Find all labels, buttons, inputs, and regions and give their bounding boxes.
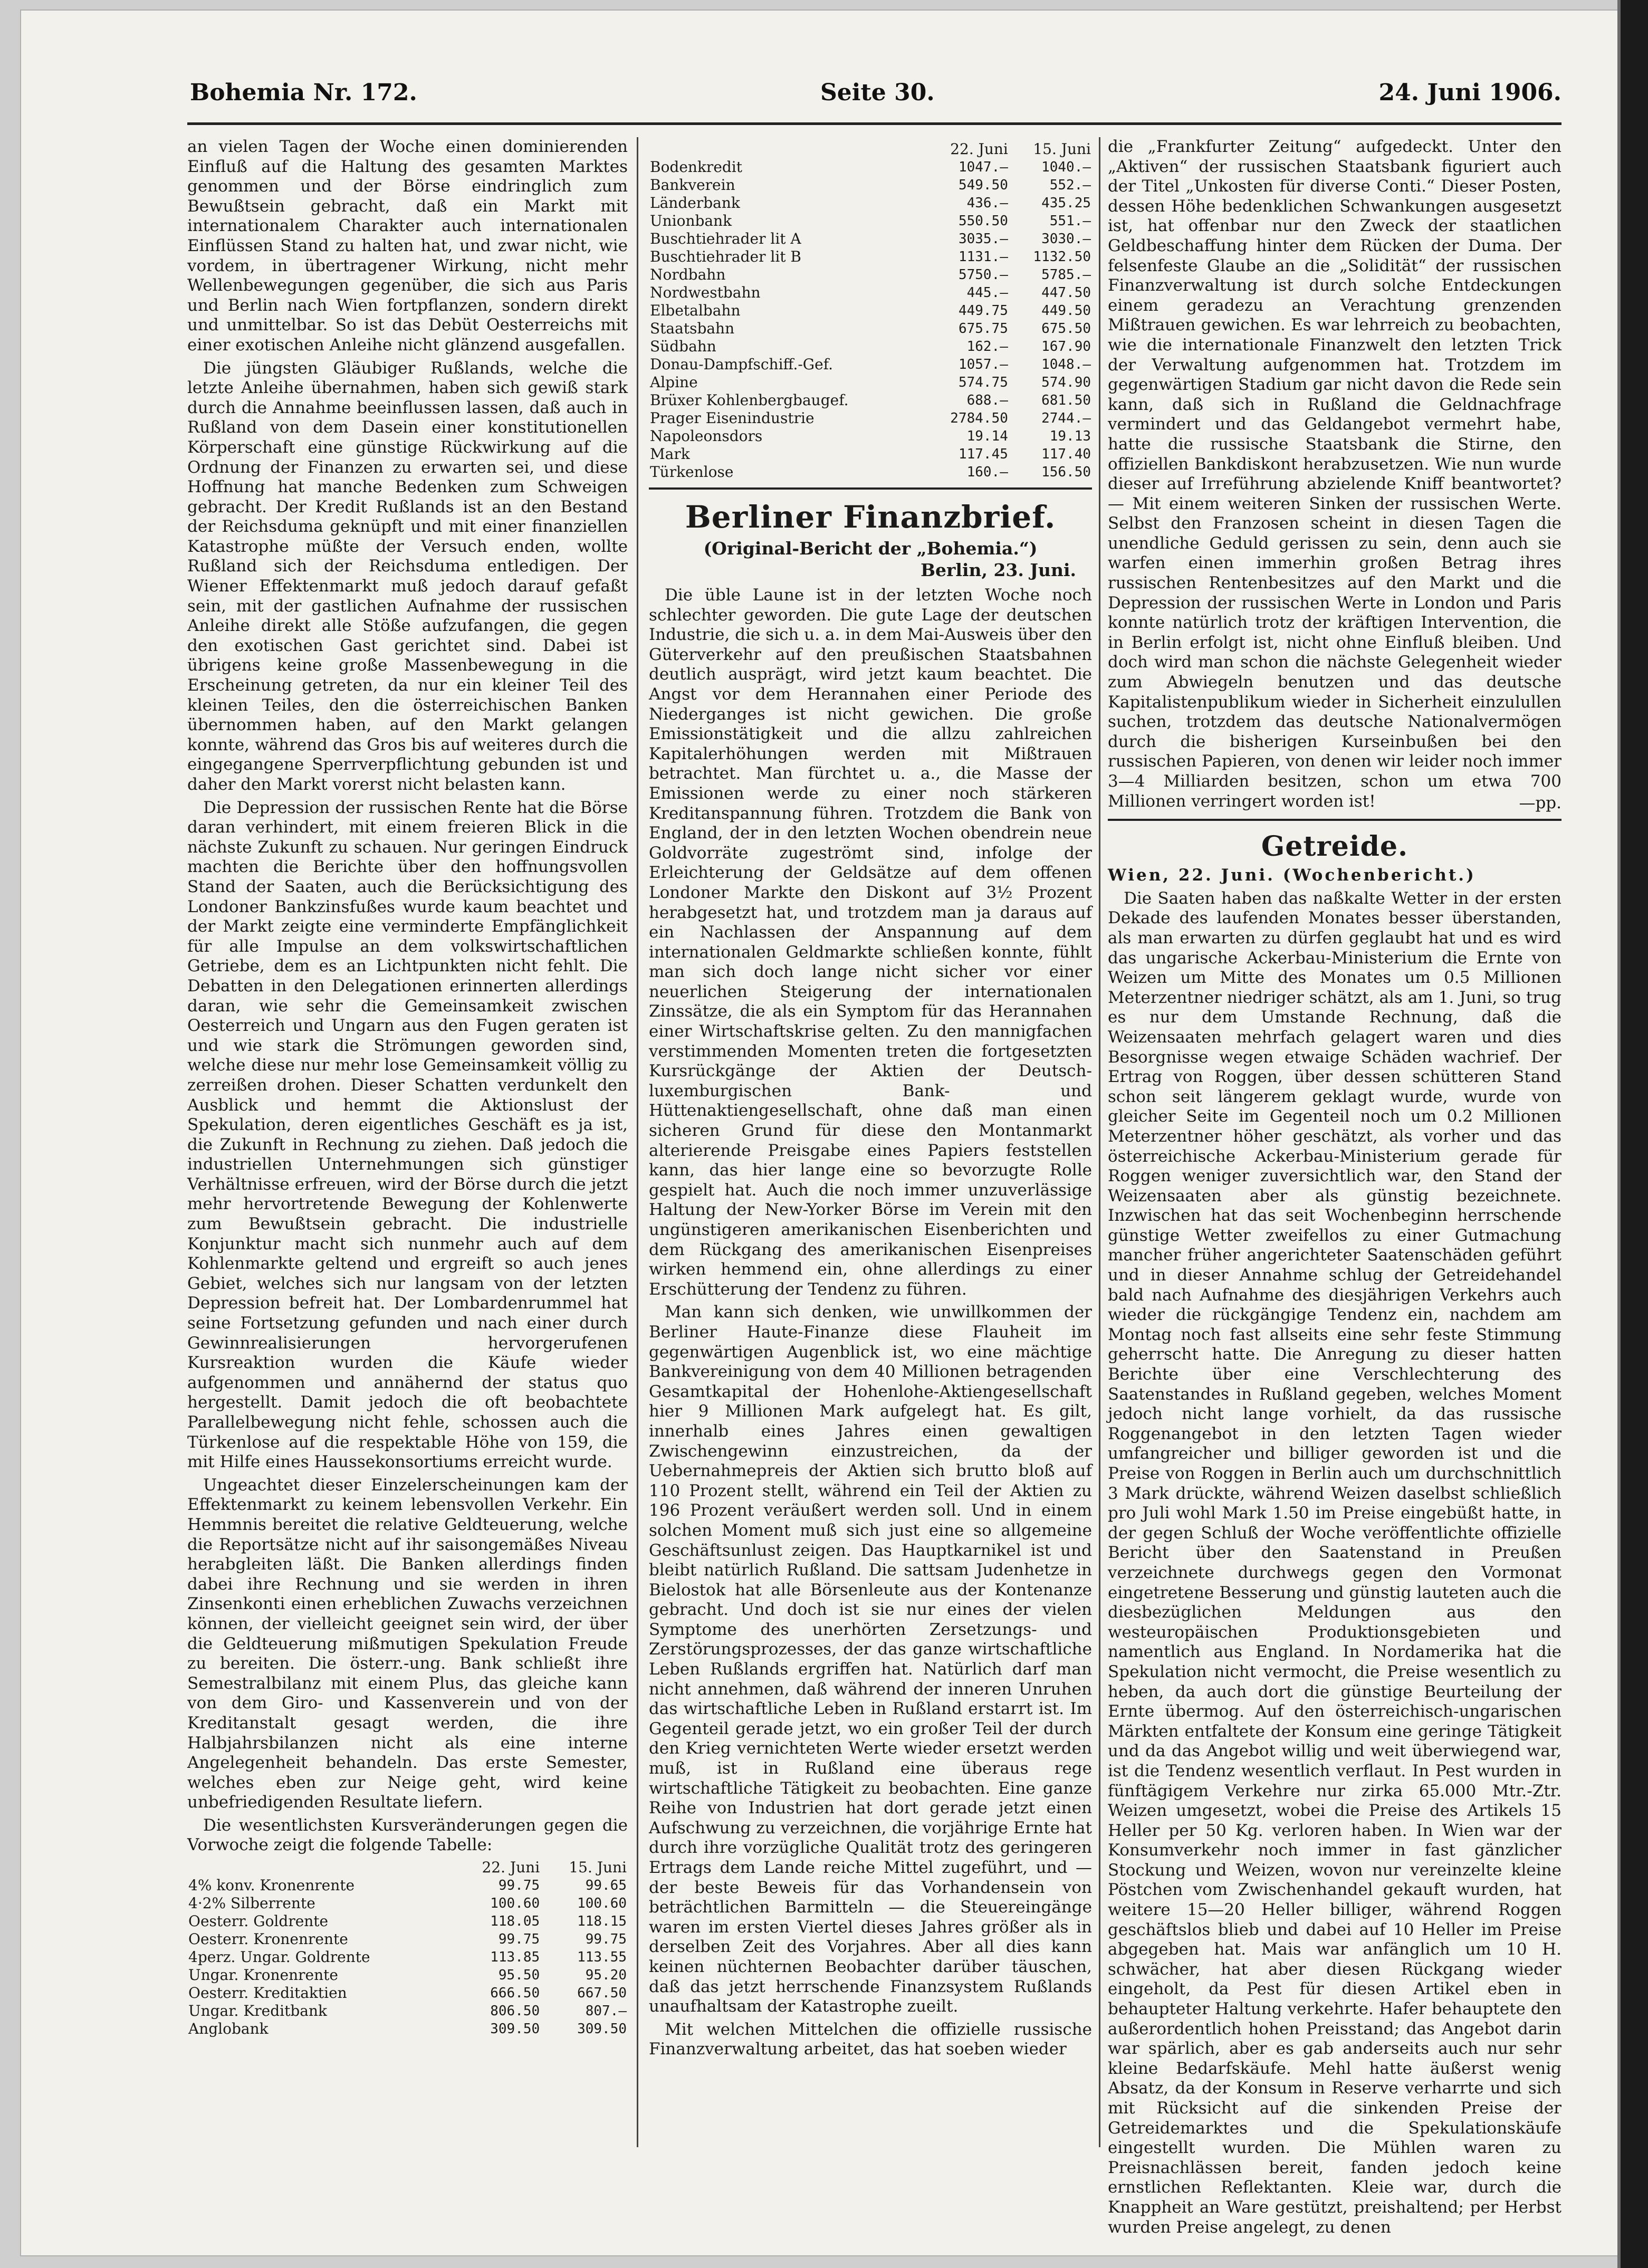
paragraph: Die wesentlichsten Kursveränderungen gegen die Vorwoche zeigt die folgende Tabelle: xyxy=(187,1815,628,1855)
table-header-date-1: 22. Juni xyxy=(482,1859,540,1877)
table-row xyxy=(649,409,1092,427)
column-1 xyxy=(187,137,628,2147)
price-previous: 2744.— xyxy=(1041,410,1091,426)
table-row xyxy=(187,1877,628,1894)
section-headline: Getreide. xyxy=(1261,830,1409,863)
price-current: 99.75 xyxy=(498,1931,540,1948)
security-name: Bodenkredit xyxy=(650,158,743,176)
table-header-date-2: 15. Juni xyxy=(569,1859,627,1877)
paragraph: Die üble Laune ist in der letzten Woche noch schlechter geworden. Die gute Lage der deutschen Industrie, die sich u. a. in dem Mai-Ausweis über den Güterverkehr auf den preußischen Staatsbahnen deutlich ausprägt, wird jetzt kaum beachtet. Die Angst vor dem Herannahen einer Periode des Niederganges ist nicht gewichen. Die große Emissionstätigkeit und die allzu zahlreichen Kapitalerhöhungen werden mit Mißtrauen betrachtet. Man fürchtet u. a., die Masse der Emissionen werde zu einer noch stärkeren Kreditanspannung führen. Trotzdem die Bank von England, der in den letzten Wochen obendrein neue Goldvorräte zugeströmt sind, infolge der Erleichterung der Geldsätze auf dem offenen Londoner Markte den Diskont auf 3½ Prozent herabgesetzt hat, und trotzdem man ja daraus auf ein Nachlassen der Anspannung auf dem internationalen Geldmarkte schließen konnte, fühlt man sich doch lange nicht sicher vor einer neuerlichen Steigerung der internationalen Zinssätze, die als ein Symptom für das Herannahen einer Wirtschaftskrise gelten. Zu den mannigfachen verstimmenden Momenten treten die fortgesetzten Kursrückgänge der Aktien der Deutsch-luxemburgischen Bank- und Hüttenaktiengesellschaft, ohne daß man einen sicheren Grund für diese den Montanmarkt alterierende Preisgabe eines Papiers feststellen kann, das hier lange eine so bevorzugte Rolle gespielt hat. Auch die noch immer unzuverlässige Haltung der New-Yorker Börse im Verein mit den ungünstigeren amerikanischen Eisenberichten und dem Rückgang des amerikanischen Eisenpreises wirken hemmend ein, ohne allerdings zu einer Erschütterung der Tendenz zu führen. xyxy=(649,586,1092,1299)
header-date: 24. Juni 1906. xyxy=(1378,79,1561,106)
security-name: Alpine xyxy=(650,374,698,391)
table-row xyxy=(649,176,1092,194)
security-name: Nordwestbahn xyxy=(650,284,761,301)
table-header-date-2: 15. Juni xyxy=(1033,140,1091,158)
price-current: 806.50 xyxy=(490,2003,540,2020)
price-current: 549.50 xyxy=(958,177,1008,193)
security-name: Länderbank xyxy=(650,194,740,212)
security-name: Anglobank xyxy=(188,2020,269,2038)
section-rule xyxy=(649,487,1092,490)
price-previous: 309.50 xyxy=(577,2021,627,2037)
price-current: 99.75 xyxy=(498,1878,540,1894)
price-previous: 117.40 xyxy=(1041,446,1091,462)
security-name: Staatsbahn xyxy=(650,320,735,337)
price-previous: 5785.— xyxy=(1041,267,1091,283)
security-name: Donau-Dampfschiff.-Gef. xyxy=(650,356,833,373)
price-previous: 1132.50 xyxy=(1033,249,1091,265)
security-name: Oesterr. Kreditaktien xyxy=(188,1984,347,2002)
paragraph: Die Depression der russischen Rente hat die Börse daran verhindert, mit einem freieren Blick in die nächste Zukunft zu schauen. Nur geringen Eindruck machten die Berichte über den hoffnungsvollen Stand der Saaten, auch die Berücksichtigung des Londoner Bankzinsfußes wurde kaum beachtet und der Markt zeigte eine verminderte Empfänglichkeit für alle Impulse an dem volkswirtschaftlichen Getriebe, dem es an Lichtpunkten nicht fehlt. Die Debatten in den Delegationen erinnerten allerdings daran, wie sehr die Gemeinsamkeit zwischen Oesterreich und Ungarn aus den Fugen geraten ist und wie stark die Strömungen geworden sind, welche diese nur mehr lose Gemeinsamkeit völlig zu zerreißen drohen. Dieser Schatten verdunkelt den Ausblick und hemmt die Aktionslust der Spekulation, deren eigentliches Geschäft es ja ist, die Zukunft in Rechnung zu ziehen. Daß jedoch die industriellen Unternehmungen sich günstiger Verhältnisse erfreuen, wird der Börse durch die jetzt mehr hervortretende Bewegung der Kohlenwerte zum Bewußtsein gebracht. Die industrielle Konjunktur macht sich nunmehr auch auf dem Kohlenmarkte geltend und ergreift so auch jenes Gebiet, welches sich nur langsam von der letzten Depression befreit hat. Der Lombardenrummel hat seine Fortsetzung gefunden und nach einer durch Gewinnrealisierungen hervorgerufenen Kursreaktion wurden die Käufe wieder aufgenommen und annähernd der status quo hergestellt. Damit jedoch die oft beobachtete Parallelbewegung nicht fehle, schossen auch die Türkenlose auf die respektable Höhe von 159, die mit Hilfe eines Haussekonsortiums erreicht wurde. xyxy=(187,798,628,1472)
header-page-number: Seite 30. xyxy=(820,79,935,106)
table-row xyxy=(187,1948,628,1966)
paragraph: Die jüngsten Gläubiger Rußlands, welche die letzte Anleihe übernahmen, haben sich gewiß stark durch die Annahme beeinflussen lassen, daß auch in Rußland von dem Dasein einer konstitutionellen Körperschaft eine günstige Rückwirkung auf die Ordnung der Finanzen zu erwarten sei, und diese Hoffnung hat manche Bedenken zum Schweigen gebracht. Der Kredit Rußlands ist an den Bestand der Reichsduma geknüpft und mit einer finanziellen Katastrophe müßte der Versuch enden, wollte Rußland sich der Reichsduma entledigen. Der Wiener Effektenmarkt muß jedoch darauf gefaßt sein, mit der gastlichen Aufnahme der russischen Anleihe direkt alle Stöße aufzufangen, die gegen den exotischen Gast gerichtet sind. Dabei ist übrigens keine große Massenbewegung in die Erscheinung getreten, da nur ein kleiner Teil des kleinen Teiles, den die österreichischen Banken übernommen haben, auf den Markt gelangen konnte, während das Gros bis auf weiteres durch die eingegangene Sperrverpflichtung gebunden ist und daher den Markt vorerst nicht belasten kann. xyxy=(187,358,628,794)
price-current: 550.50 xyxy=(958,213,1008,229)
article-headline: Berliner Finanzbrief. xyxy=(685,499,1056,535)
price-current: 1047.— xyxy=(958,159,1008,175)
column-3 xyxy=(1108,137,1561,2237)
header-publication: Bohemia Nr. 172. xyxy=(190,79,417,106)
price-previous: 551.— xyxy=(1049,213,1091,229)
price-current: 19.14 xyxy=(966,428,1008,444)
table-row xyxy=(649,266,1092,284)
table-row xyxy=(187,1894,628,1912)
price-previous: 807.— xyxy=(585,2003,627,2020)
price-previous: 19.13 xyxy=(1049,428,1091,444)
price-previous: 100.60 xyxy=(577,1896,627,1912)
scan-edge xyxy=(1621,0,1648,2268)
table-row xyxy=(187,1966,628,1984)
price-current: 1131.— xyxy=(958,249,1008,265)
price-current: 3035.— xyxy=(958,231,1008,247)
price-previous: 667.50 xyxy=(577,1985,627,2002)
column-2 xyxy=(649,137,1092,2147)
security-name: Napoleonsdors xyxy=(650,427,763,445)
security-name: Brüxer Kohlenbergbaugef. xyxy=(650,391,849,409)
page-header xyxy=(190,79,1561,121)
price-current: 675.75 xyxy=(958,321,1008,337)
security-name: 4·2% Silberrente xyxy=(188,1894,315,1912)
table-row xyxy=(187,1930,628,1948)
header-rule xyxy=(187,122,1561,125)
table-row xyxy=(187,2020,628,2038)
price-current: 574.75 xyxy=(958,375,1008,390)
price-current: 117.45 xyxy=(958,446,1008,462)
price-previous: 574.90 xyxy=(1041,375,1091,390)
paragraph: Mit welchen Mittelchen die offizielle russische Finanzverwaltung arbeitet, das hat soeben wieder xyxy=(649,2020,1092,2059)
security-name: Buschtiehrader lit B xyxy=(650,248,801,265)
table-row xyxy=(649,320,1092,338)
security-name: Prager Eisenindustrie xyxy=(650,409,815,427)
table-row xyxy=(649,212,1092,230)
table-row xyxy=(649,284,1092,302)
security-name: Unionbank xyxy=(650,212,732,229)
security-name: Buschtiehrader lit A xyxy=(650,230,801,247)
price-previous: 681.50 xyxy=(1041,393,1091,408)
article-dateline: Berlin, 23. Juni. xyxy=(921,560,1076,580)
security-name: 4% konv. Kronenrente xyxy=(188,1877,355,1894)
price-current: 688.— xyxy=(966,393,1008,408)
price-current: 113.85 xyxy=(490,1949,540,1966)
table-row xyxy=(649,463,1092,481)
article-signoff: —pp. xyxy=(1519,793,1561,813)
price-previous: 118.15 xyxy=(577,1913,627,1930)
security-name: Elbetalbahn xyxy=(650,302,741,319)
table-row xyxy=(187,2002,628,2020)
price-current: 100.60 xyxy=(490,1896,540,1912)
security-name: Oesterr. Goldrente xyxy=(188,1912,329,1930)
table-row xyxy=(649,248,1092,266)
table-row xyxy=(649,374,1092,391)
paragraph: die „Frankfurter Zeitung“ aufgedeckt. Unter den „Aktiven“ der russischen Staatsbank figuriert auch der Titel „Unkosten für diverse Conti.“ Dieser Posten, dessen Höhe bedenklichen Schwankungen ausgesetzt ist, hat offenbar nur den Zweck der staatlichen Geldbeschaffung hinter dem Rücken der Duma. Der felsenfeste Glaube an die „Solidität“ der russischen Finanzverwaltung ist durch solche Entdeckungen einem geradezu an Verachtung grenzenden Mißtrauen gewichen. Es war lehrreich zu beobachten, wie die internationale Finanzwelt den letzten Trick der Verwaltung aufgenommen hat. Trotzdem im gegenwärtigen Stadium gar nicht davon die Rede sein kann, daß sich in Rußland die Geldnachfrage vermindert und das Geldangebot vermehrt habe, hatte die russische Staatsbank die Stirne, den offiziellen Bankdiskont herabzusetzen. Wie nun wurde dieser auf Irreführung abzielende Kniff beantwortet? — Mit einem weiteren Sinken der russischen Werte. Selbst den Franzosen scheint in diesen Tagen die unendliche Geduld gerissen zu sein, denn auch sie warfen einen immerhin großen Betrag ihres russischen Rentenbesitzes auf den Markt und die Depression der russischen Werte in London und Paris konnte natürlich trotz der kräftigen Intervention, die in Berlin erfolgt ist, nicht ohne Einfluß bleiben. Und doch wird man schon die nächste Gelegenheit wieder zum Abwiegeln benutzen und das deutsche Kapitalistenpublikum wieder in Sicherheit einzulullen suchen, trotzdem das deutsche Nationalvermögen durch die bisherigen Kurseinbußen bei den russischen Papieren, von denen wir leider noch immer 3—4 Milliarden besitzen, schon um etwa 700 Millionen verringert worden ist! xyxy=(1108,137,1561,811)
price-current: 445.— xyxy=(966,285,1008,301)
table-row xyxy=(649,230,1092,248)
price-current: 449.75 xyxy=(958,303,1008,319)
table-row xyxy=(649,158,1092,176)
security-name: 4perz. Ungar. Goldrente xyxy=(188,1948,370,1966)
price-previous: 1040.— xyxy=(1041,159,1091,175)
section-rule xyxy=(1108,819,1561,821)
security-name: Nordbahn xyxy=(650,266,726,283)
column-divider-2 xyxy=(1099,137,1100,2147)
price-previous: 167.90 xyxy=(1041,339,1091,355)
table-row xyxy=(649,445,1092,463)
price-current: 436.— xyxy=(966,195,1008,211)
price-current: 160.— xyxy=(966,464,1008,480)
price-table-1 xyxy=(187,1859,628,2038)
price-current: 118.05 xyxy=(490,1913,540,1930)
price-current: 5750.— xyxy=(958,267,1008,283)
price-previous: 113.55 xyxy=(577,1949,627,1966)
table-header-date-1: 22. Juni xyxy=(950,140,1008,158)
price-previous: 552.— xyxy=(1049,177,1091,193)
price-previous: 99.65 xyxy=(585,1878,627,1894)
security-name: Ungar. Kreditbank xyxy=(188,2002,327,2020)
table-row xyxy=(649,194,1092,212)
table-row xyxy=(187,1912,628,1930)
security-name: Ungar. Kronenrente xyxy=(188,1966,338,1984)
price-previous: 3030.— xyxy=(1041,231,1091,247)
price-previous: 95.20 xyxy=(585,1967,627,1984)
price-current: 2784.50 xyxy=(950,410,1008,426)
dateline-text: Wien, 22. Juni. (Wochenbericht.) xyxy=(1108,866,1476,885)
table-row xyxy=(649,391,1092,409)
price-current: 95.50 xyxy=(498,1967,540,1984)
security-name: Bankverein xyxy=(650,176,735,194)
security-name: Oesterr. Kronenrente xyxy=(188,1930,348,1948)
price-previous: 99.75 xyxy=(585,1931,627,1948)
paragraph: Ungeachtet dieser Einzelerscheinungen kam der Effektenmarkt zu keinem lebensvollen Verkehr. Ein Hemmnis bereitet die relative Geldteuerung, welche die Reportsätze nicht auf ihr saisongemäßes Niveau herabgleiten läßt. Die Banken allerdings finden dabei ihre Rechnung und sie werden in ihren Zinsenkonti einen erheblichen Zuwachs verzeichnen können, der vielleicht geeignet sein wird, der über die Geldteuerung mißmutigen Spekulation Freude zu bereiten. Die österr.-ung. Bank schließt ihre Semestralbilanz mit einem Plus, das gleiche kann von dem Giro- und Kassenverein und von der Kreditanstalt gesagt werden, die ihre Halbjahrsbilanzen nicht als eine interne Angelegenheit behandeln. Das erste Semester, welches eben zur Neige geht, wird keine unbefriedigenden Resultate liefern. xyxy=(187,1475,628,1812)
price-previous: 675.50 xyxy=(1041,321,1091,337)
table-row xyxy=(649,338,1092,356)
price-previous: 1048.— xyxy=(1041,357,1091,372)
price-current: 666.50 xyxy=(490,1985,540,2002)
table-row xyxy=(649,302,1092,320)
security-name: Südbahn xyxy=(650,338,716,355)
article-subline: (Original-Bericht der „Bohemia.“) xyxy=(703,538,1038,559)
paragraph: an vielen Tagen der Woche einen dominierenden Einfluß auf die Haltung des gesamten Marktes genommen und der Börse eindringlich zum Bewußtsein gebracht, daß ein Markt mit internationalem Charakter auch internationalen Einflüssen Stand zu halten hat, und zwar nicht, wie vordem, in übertragener Wirkung, nicht mehr Wellenbewegungen gegenüber, die sich aus Paris und Berlin nach Wien fortpflanzen, sondern direkt und unmittelbar. So ist das Debüt Oesterreichs mit einer exotischen Anleihe nicht glänzend ausgefallen. xyxy=(187,137,628,355)
price-table-2 xyxy=(649,140,1092,481)
price-current: 1057.— xyxy=(958,357,1008,372)
price-current: 309.50 xyxy=(490,2021,540,2037)
paragraph: Man kann sich denken, wie unwillkommen der Berliner Haute-Finanze diese Flauheit im gegenwärtigen Augenblick ist, wo eine mächtige Bankvereinigung von dem 40 Millionen betragenden Gesamtkapital der Hohenlohe-Aktiengesellschaft hier 9 Millionen Mark aufgelegt hat. Es gilt, innerhalb eines Jahres einen gewaltigen Zwischengewinn einzustreichen, da der Uebernahmepreis der Aktien sich brutto bloß auf 110 Prozent stellt, während ein Teil der Aktien zu 196 Prozent veräußert werden soll. Und in einem solchen Moment muß sich just eine so allgemeine Geschäftsunlust zeigen. Das Hauptkarnikel ist und bleibt natürlich Rußland. Die sattsam Judenhetze in Bielostok hat alle Börsenleute aus der Kontenanze gebracht. Und doch ist sie nur eines der vielen Symptome des unerhörten Zersetzungs- und Zerstörungsprozesses, der das ganze wirtschaftliche Leben Rußlands ergriffen hat. Natürlich darf man nicht annehmen, daß während der inneren Unruhen das wirtschaftliche Leben in Rußland erstarrt ist. Im Gegenteil gerade jetzt, wo ein großer Teil der durch den Krieg vernichteten Werte wieder ersetzt werden muß, ist in Rußland eine überaus rege wirtschaftliche Tätigkeit zu beobachten. Eine ganze Reihe von Industrien hat dort gerade jetzt einen Aufschwung zu verzeichnen, die vorjährige Ernte hat durch ihre vorzügliche Qualität trotz des geringeren Ertrags dem Lande reiche Mittel zugeführt, und — der beste Beweis für das Vorhandensein von beträchtlichen Barmitteln — die Steuereingänge waren im ersten Viertel dieses Jahres größer als in derselben Zeit des Vorjahres. Aber all dies kann keinen nüchternen Beobachter darüber täuschen, daß das jetzt herrschende Finanzsystem Rußlands unaufhaltsam der Katastrophe zueilt. xyxy=(649,1303,1092,2016)
price-previous: 435.25 xyxy=(1041,195,1091,211)
column-divider-1 xyxy=(637,137,638,2147)
security-name: Türkenlose xyxy=(650,463,734,481)
table-row xyxy=(649,356,1092,374)
price-current: 162.— xyxy=(966,339,1008,355)
paragraph: Die Saaten haben das naßkalte Wetter in der ersten Dekade des laufenden Monates besser überstanden, als man erwarten zu dürfen geglaubt hat und es wird das ungarische Ackerbau-Ministerium die Ernte von Weizen um Mitte des Monates um 0.5 Millionen Meterzentner niedriger schätzt, als am 1. Juni, so trug es nur dem Umstande Rechnung, daß die Weizensaaten mehrfach gelagert waren und dies Besorgnisse wegen etwaige Schäden wachrief. Der Ertrag von Roggen, über dessen schütteren Stand schon seit längerem geklagt wurde, wurde von gleicher Seite im Gegenteil noch um 0.2 Millionen Meterzentner höher geschätzt, als vorher und das österreichische Ackerbau-Ministerium gerade für Roggen weniger zuversichtlich war, den Stand der Weizensaaten aber als günstig bezeichnete. Inzwischen hat das seit Wochenbeginn herrschende günstige Wetter zweifellos zu einer Gutmachung mancher früher angerichteter Saatenschäden geführt und in dieser Annahme schlug der Getreidehandel bald nach Aufnahme des diesjährigen Verkehrs auch wieder die rückgängige Tendenz ein, nachdem am Montag noch fast allseits eine sehr feste Stimmung geherrscht hatte. Die Anregung zu dieser hatten Berichte über eine Verschlechterung des Saatenstandes in Rußland gegeben, welches Moment jedoch nicht lange vorhielt, da das russische Roggenangebot in den letzten Tagen wieder umfangreicher und billiger geworden ist und die Preise von Roggen in Berlin auch um durchschnittlich 3 Mark drückte, während Weizen daselbst schließlich pro Juli wohl Mark 1.50 im Preise eingebüßt hatte, in der gegen Schluß der Woche veröffentlichte offizielle Bericht über den Saatenstand in Preußen verzeichnete durchwegs gegen den Vormonat eingetretene Besserung und günstig lauteten auch die diesbezüglichen Meldungen aus den westeuropäischen Produktionsgebieten und namentlich aus England. In Nordamerika hat die Spekulation nicht vermocht, die Preise wesentlich zu heben, da auch dort die günstige Beurteilung der Ernte übermog. Auf den österreichisch-ungarischen Märkten entfaltete der Konsum eine geringe Tätigkeit und da das Angebot willig und weit überwiegend war, ist die Tendenz wesentlich verflaut. In Pest wurden in fünftägigem Verkehre nur zirka 65.000 Mtr.-Ztr. Weizen umgesetzt, wobei die Preise des Artikels 15 Heller per 50 Kg. verloren haben. In Wien war der Konsumverkehr noch immer in fast gänzlicher Stockung und Weizen, wovon nur vereinzelte kleine Pöstchen vom Zwischenhandel gekauft wurden, hat weitere 15—20 Heller billiger, während Roggen geschäftslos blieb und dabei auf 10 Heller im Preise abgegeben hat. Mais war anfänglich um 10 H. schwächer, hat aber diesen Rückgang wieder eingeholt, da Pest für diesen Artikel eben in behaupteter Haltung verkehrte. Hafer behauptete den außerordentlich hohen Preisstand; das Angebot darin war spärlich, aber es gab anderseits auch nur sehr kleine Bedarfskäufe. Mehl hatte äußerst wenig Absatz, da der Konsum in Reserve verharrte und sich mit Rücksicht auf die sinkenden Preise der Getreidemarktes und die Spekulationskäufe eingestellt wurden. Die Mühlen waren zu Preisnachlässen bereit, fanden jedoch keine ernstlichen Reflektanten. Kleie war, durch die Knappheit an Ware gestützt, preishaltend; per Herbst wurden Preise angelegt, zu denen xyxy=(1108,888,1561,2237)
price-previous: 447.50 xyxy=(1041,285,1091,301)
table-row xyxy=(649,427,1092,445)
price-previous: 449.50 xyxy=(1041,303,1091,319)
table-row xyxy=(187,1984,628,2002)
price-previous: 156.50 xyxy=(1041,464,1091,480)
security-name: Mark xyxy=(650,445,690,463)
article-dateline xyxy=(1108,866,1561,886)
